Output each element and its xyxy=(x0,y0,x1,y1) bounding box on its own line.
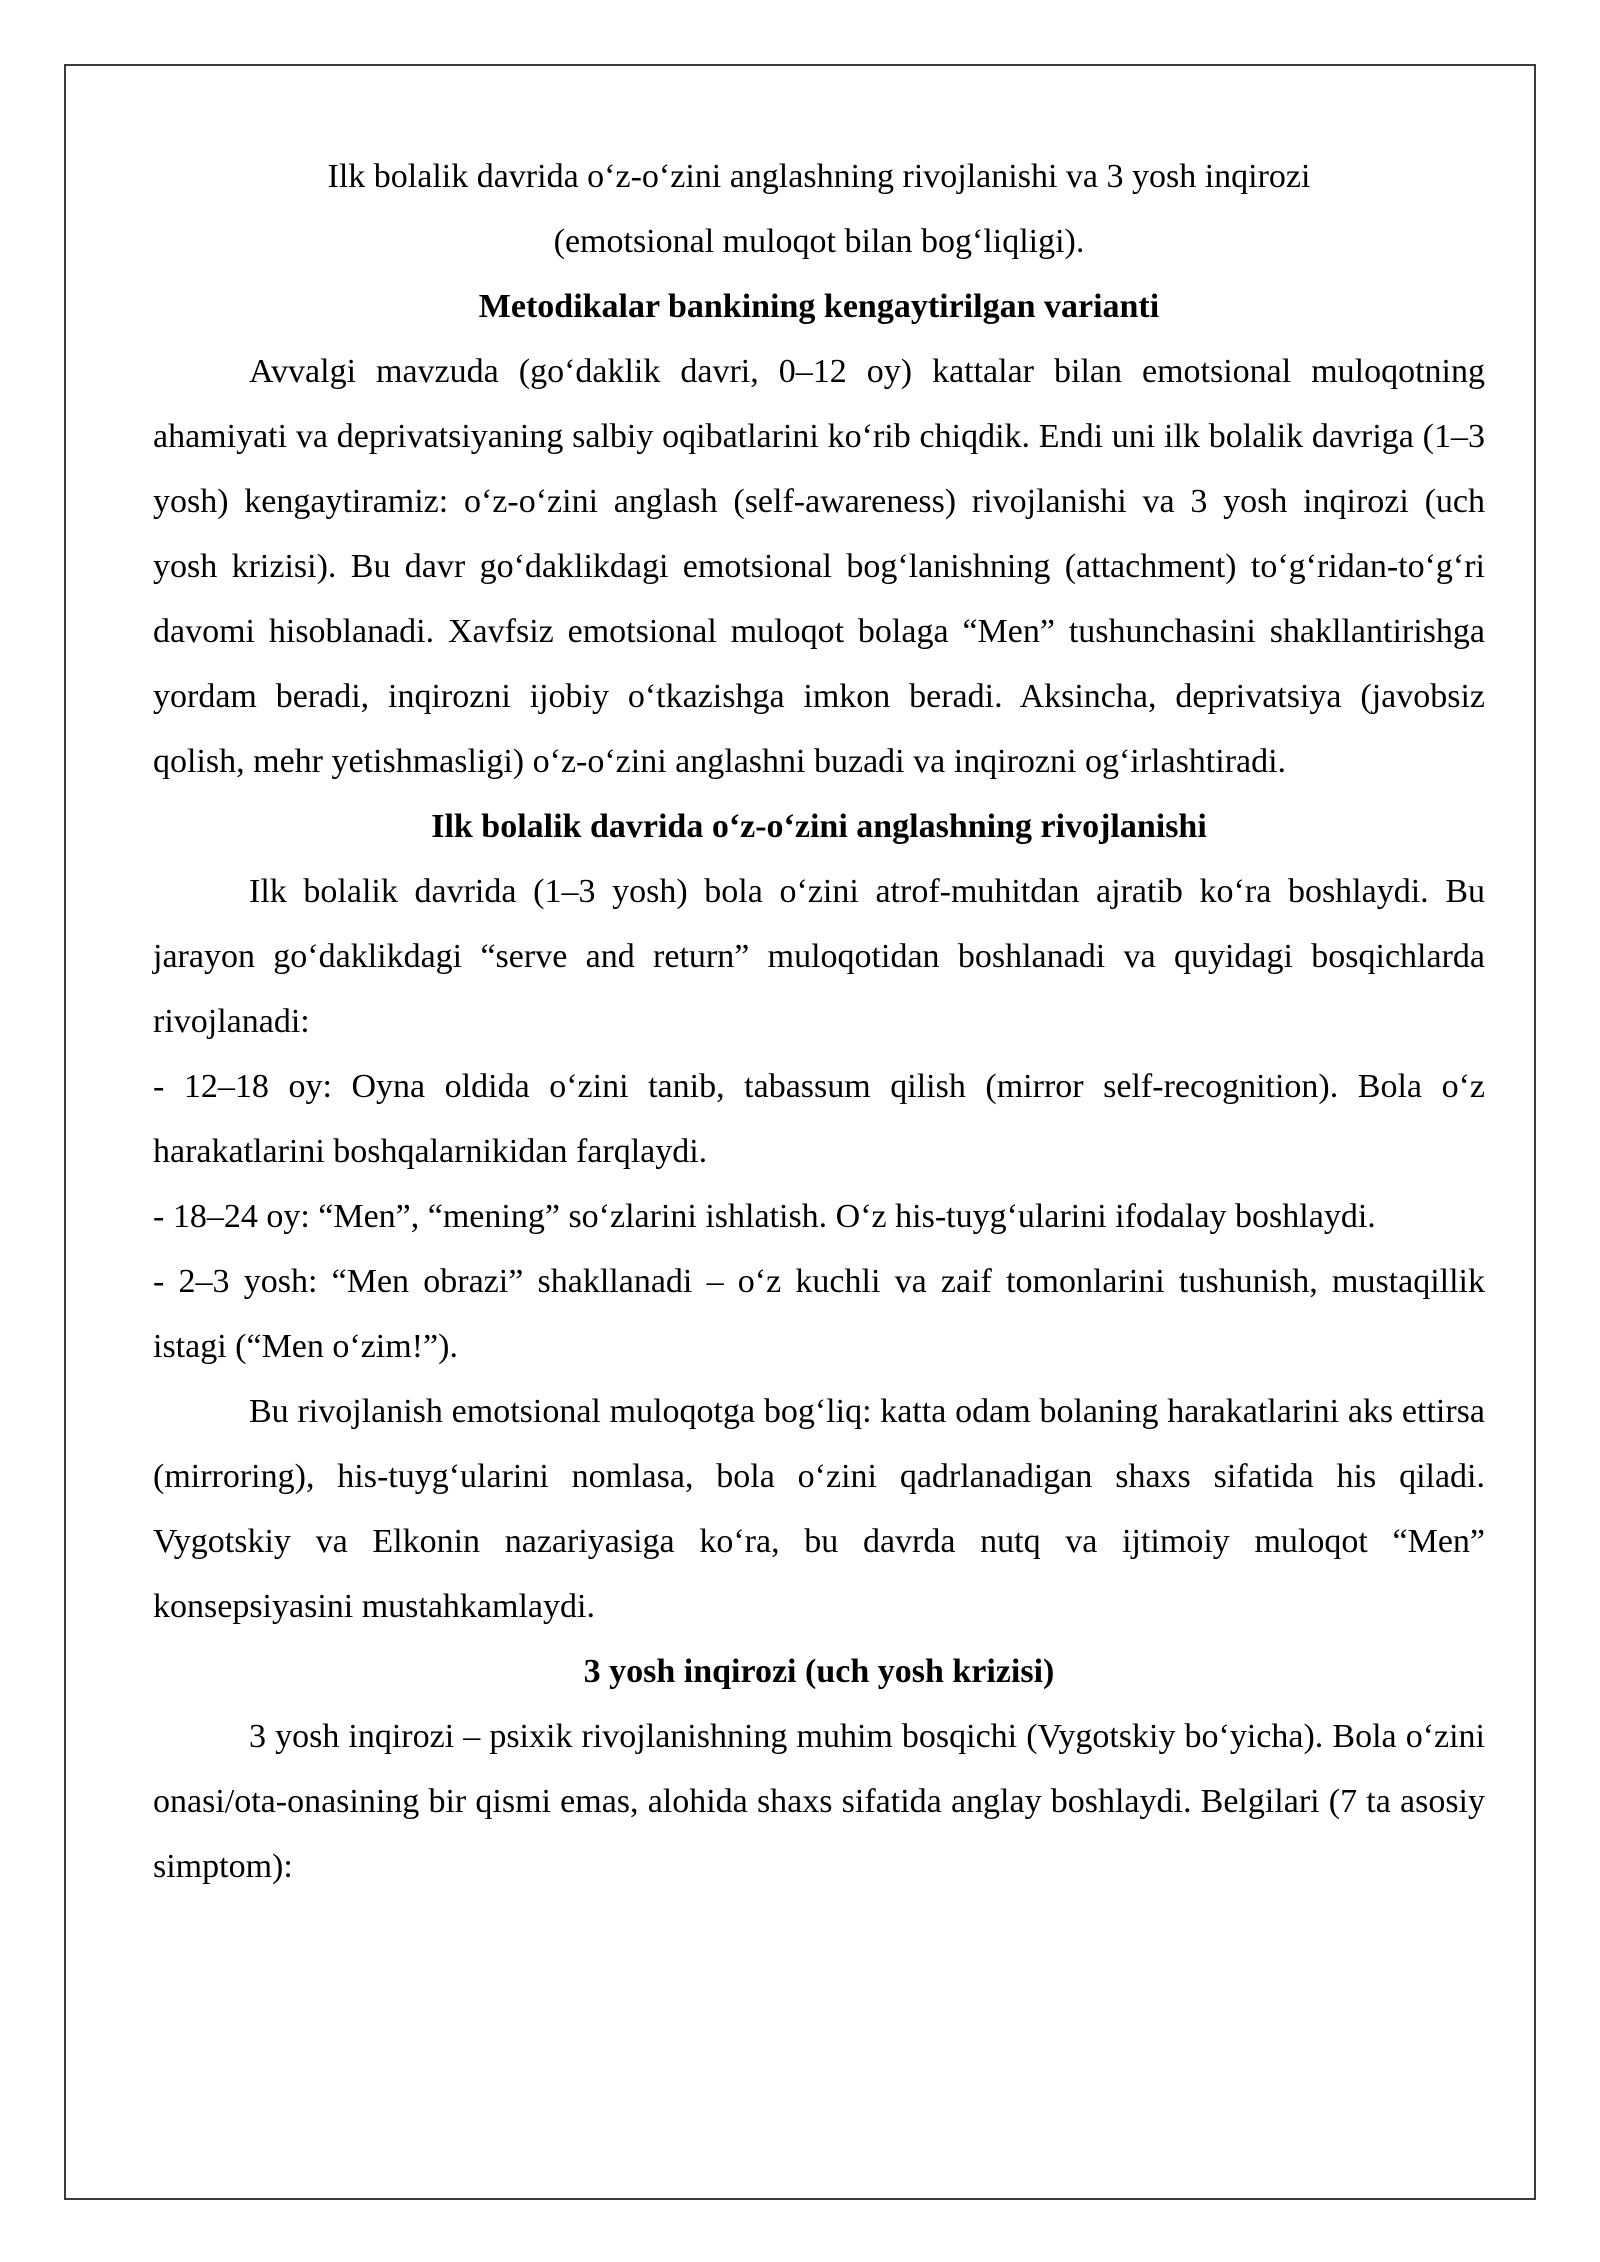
section1-paragraph: Ilk bolalik davrida (1–3 yosh) bola o‘zini atrof-muhitdan ajratib ko‘ra boshlaydi. Bu jarayon go‘daklikdagi “serve and return” muloqotidan boshlanadi va quyidagi bosqichlarda rivojlanadi: xyxy=(153,873,1485,1040)
title-line-1: Ilk bolalik davrida o‘z-o‘zini anglashning rivojlanishi va 3 yosh inqirozi xyxy=(327,158,1311,195)
section1-item-3: - 2–3 yosh: “Men obrazi” shakllanadi – o‘z kuchli va zaif tomonlarini tushunish, mustaqillik istagi (“Men o‘zim!”). xyxy=(153,1263,1485,1365)
subtitle: Metodikalar bankining kengaytirilgan varianti xyxy=(478,288,1160,325)
section1-heading: Ilk bolalik davrida o‘z-o‘zini anglashning rivojlanishi xyxy=(431,808,1207,845)
document-body xyxy=(153,144,1485,1899)
intro-paragraph: Avvalgi mavzuda (go‘daklik davri, 0–12 oy) kattalar bilan emotsional muloqotning ahamiyati va deprivatsiyaning salbiy oqibatlarini ko‘rib chiqdik. Endi uni ilk bolalik davriga (1–3 yosh) kengaytiramiz: o‘z-o‘zini anglash (self-awareness) rivojlanishi va 3 yosh inqirozi (uch yosh krizisi). Bu davr go‘daklikdagi emotsional bog‘lanishning (attachment) to‘g‘ridan-to‘g‘ri davomi hisoblanadi. Xavfsiz emotsional muloqot bolaga “Men” tushunchasini shakllantirishga yordam beradi, inqirozni ijobiy o‘tkazishga imkon beradi. Aksincha, deprivatsiya (javobsiz qolish, mehr yetishmasligi) o‘z-o‘zini anglashni buzadi va inqirozni og‘irlashtiradi. xyxy=(153,353,1485,780)
section1-paragraph-2: Bu rivojlanish emotsional muloqotga bog‘liq: katta odam bolaning harakatlarini aks ettirsa (mirroring), his-tuyg‘ularini nomlasa, bola o‘zini qadrlanadigan shaxs sifatida his qiladi. Vygotskiy va Elkonin nazariyasiga ko‘ra, bu davrda nutq va ijtimoiy muloqot “Men” konsepsiyasini mustahkamlaydi. xyxy=(153,1393,1485,1625)
title-line-2: (emotsional muloqot bilan bog‘liqligi). xyxy=(553,223,1085,260)
section2-heading: 3 yosh inqirozi (uch yosh krizisi) xyxy=(583,1653,1055,1690)
section2-paragraph: 3 yosh inqirozi – psixik rivojlanishning muhim bosqichi (Vygotskiy bo‘yicha). Bola o‘zini onasi/ota-onasining bir qismi emas, alohida shaxs sifatida anglay boshlaydi. Belgilari (7 ta asosiy simptom): xyxy=(153,1718,1485,1885)
section1-item-1: - 12–18 oy: Oyna oldida o‘zini tanib, tabassum qilish (mirror self-recognition). Bola o‘z harakatlarini boshqalarnikidan farqlaydi. xyxy=(153,1068,1485,1170)
section1-item-2: - 18–24 oy: “Men”, “mening” so‘zlarini ishlatish. O‘z his-tuyg‘ularini ifodalay boshlaydi. xyxy=(153,1198,1376,1235)
